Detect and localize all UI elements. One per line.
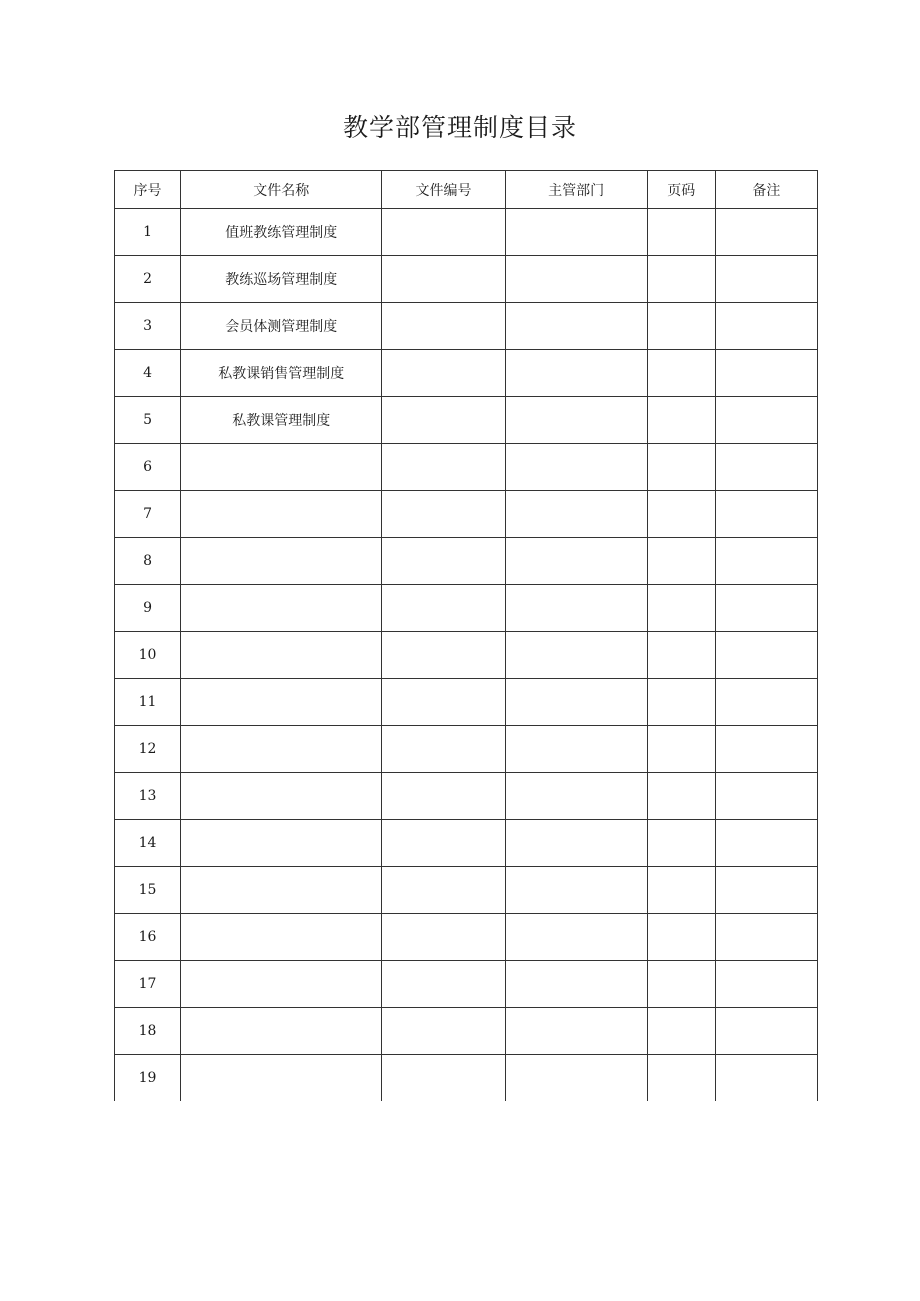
cell-page: [647, 679, 715, 726]
cell-code: [382, 303, 505, 350]
cell-name: [181, 820, 382, 867]
cell-page: [647, 209, 715, 256]
table-row: [115, 914, 818, 961]
cell-page: [647, 397, 715, 444]
cell-no: 16: [115, 914, 181, 961]
cell-code: [382, 444, 505, 491]
table-row: [115, 1008, 818, 1055]
cell-no: 1: [115, 209, 181, 256]
cell-note: [715, 256, 817, 303]
cell-dept: [505, 209, 647, 256]
cell-dept: [505, 820, 647, 867]
cell-page: [647, 256, 715, 303]
cell-dept: [505, 585, 647, 632]
cell-dept: [505, 491, 647, 538]
table-row: [115, 209, 818, 256]
table-header-row: [115, 171, 818, 209]
cell-no: 12: [115, 726, 181, 773]
cell-name: [181, 444, 382, 491]
cell-name: 私教课管理制度: [181, 397, 382, 444]
header-no: 序号: [115, 171, 181, 209]
table-row: [115, 585, 818, 632]
cell-code: [382, 397, 505, 444]
cell-note: [715, 726, 817, 773]
cell-code: [382, 679, 505, 726]
cell-no: 3: [115, 303, 181, 350]
cell-no: 15: [115, 867, 181, 914]
cell-page: [647, 1008, 715, 1055]
cell-page: [647, 538, 715, 585]
cell-code: [382, 914, 505, 961]
document-title: 教学部管理制度目录: [342, 113, 577, 142]
header-note: 备注: [715, 171, 817, 209]
cell-code: [382, 820, 505, 867]
cell-name: [181, 867, 382, 914]
cell-no: 9: [115, 585, 181, 632]
table-row: [115, 679, 818, 726]
cell-name: [181, 1008, 382, 1055]
table-row: [115, 350, 818, 397]
cell-page: [647, 961, 715, 1008]
cell-code: [382, 256, 505, 303]
cell-name: [181, 632, 382, 679]
table-row: [115, 491, 818, 538]
cell-dept: [505, 1055, 647, 1102]
cell-code: [382, 585, 505, 632]
cell-name: 会员体测管理制度: [181, 303, 382, 350]
header-page: 页码: [647, 171, 715, 209]
cell-note: [715, 867, 817, 914]
cell-page: [647, 632, 715, 679]
cell-dept: [505, 679, 647, 726]
cell-code: [382, 350, 505, 397]
cell-page: [647, 820, 715, 867]
cell-note: [715, 303, 817, 350]
cell-note: [715, 491, 817, 538]
cell-name: [181, 491, 382, 538]
cell-dept: [505, 632, 647, 679]
cell-note: [715, 773, 817, 820]
cell-dept: [505, 1008, 647, 1055]
table-row: [115, 444, 818, 491]
header-dept: 主管部门: [505, 171, 647, 209]
cell-dept: [505, 303, 647, 350]
table-row: [115, 538, 818, 585]
cell-no: 2: [115, 256, 181, 303]
cell-code: [382, 726, 505, 773]
cell-dept: [505, 397, 647, 444]
cell-code: [382, 491, 505, 538]
cell-note: [715, 914, 817, 961]
cell-name: 私教课销售管理制度: [181, 350, 382, 397]
cell-name: [181, 679, 382, 726]
table-row: [115, 867, 818, 914]
cell-no: 7: [115, 491, 181, 538]
cell-note: [715, 538, 817, 585]
cell-no: 11: [115, 679, 181, 726]
cell-no: 19: [115, 1055, 181, 1102]
table-row: [115, 773, 818, 820]
toc-table: [114, 170, 818, 1101]
cell-note: [715, 632, 817, 679]
header-code: 文件编号: [382, 171, 505, 209]
table-row: [115, 820, 818, 867]
cell-name: [181, 961, 382, 1008]
cell-dept: [505, 726, 647, 773]
cell-name: 教练巡场管理制度: [181, 256, 382, 303]
cell-note: [715, 350, 817, 397]
cell-page: [647, 491, 715, 538]
cell-page: [647, 867, 715, 914]
cell-dept: [505, 867, 647, 914]
cell-no: 4: [115, 350, 181, 397]
cell-note: [715, 1055, 817, 1102]
cell-note: [715, 961, 817, 1008]
header-name: 文件名称: [181, 171, 382, 209]
cell-note: [715, 1008, 817, 1055]
cell-note: [715, 820, 817, 867]
cell-name: 值班教练管理制度: [181, 209, 382, 256]
table-row: [115, 961, 818, 1008]
cell-no: 5: [115, 397, 181, 444]
cell-no: 18: [115, 1008, 181, 1055]
cell-page: [647, 444, 715, 491]
cell-code: [382, 209, 505, 256]
cell-name: [181, 1055, 382, 1102]
cell-code: [382, 867, 505, 914]
cell-page: [647, 914, 715, 961]
cell-no: 6: [115, 444, 181, 491]
cell-dept: [505, 256, 647, 303]
cell-name: [181, 538, 382, 585]
table-body: [115, 209, 818, 1102]
cell-dept: [505, 773, 647, 820]
cell-name: [181, 726, 382, 773]
cell-note: [715, 397, 817, 444]
cell-page: [647, 585, 715, 632]
cell-page: [647, 350, 715, 397]
table-row: [115, 1055, 818, 1102]
table-row: [115, 632, 818, 679]
cell-code: [382, 538, 505, 585]
cell-dept: [505, 914, 647, 961]
cell-note: [715, 209, 817, 256]
cell-no: 17: [115, 961, 181, 1008]
cell-no: 10: [115, 632, 181, 679]
cell-code: [382, 961, 505, 1008]
cell-no: 14: [115, 820, 181, 867]
cell-page: [647, 773, 715, 820]
cell-no: 8: [115, 538, 181, 585]
cell-code: [382, 1055, 505, 1102]
table-row: [115, 726, 818, 773]
table-row: [115, 303, 818, 350]
cell-name: [181, 585, 382, 632]
cell-name: [181, 773, 382, 820]
cell-dept: [505, 961, 647, 1008]
cell-note: [715, 679, 817, 726]
cell-dept: [505, 444, 647, 491]
cell-page: [647, 726, 715, 773]
cell-code: [382, 773, 505, 820]
cell-code: [382, 1008, 505, 1055]
cell-code: [382, 632, 505, 679]
cell-dept: [505, 350, 647, 397]
cell-note: [715, 585, 817, 632]
cell-page: [647, 303, 715, 350]
table-row: [115, 397, 818, 444]
cell-dept: [505, 538, 647, 585]
cell-name: [181, 914, 382, 961]
cell-page: [647, 1055, 715, 1102]
cell-note: [715, 444, 817, 491]
table-row: [115, 256, 818, 303]
cell-no: 13: [115, 773, 181, 820]
